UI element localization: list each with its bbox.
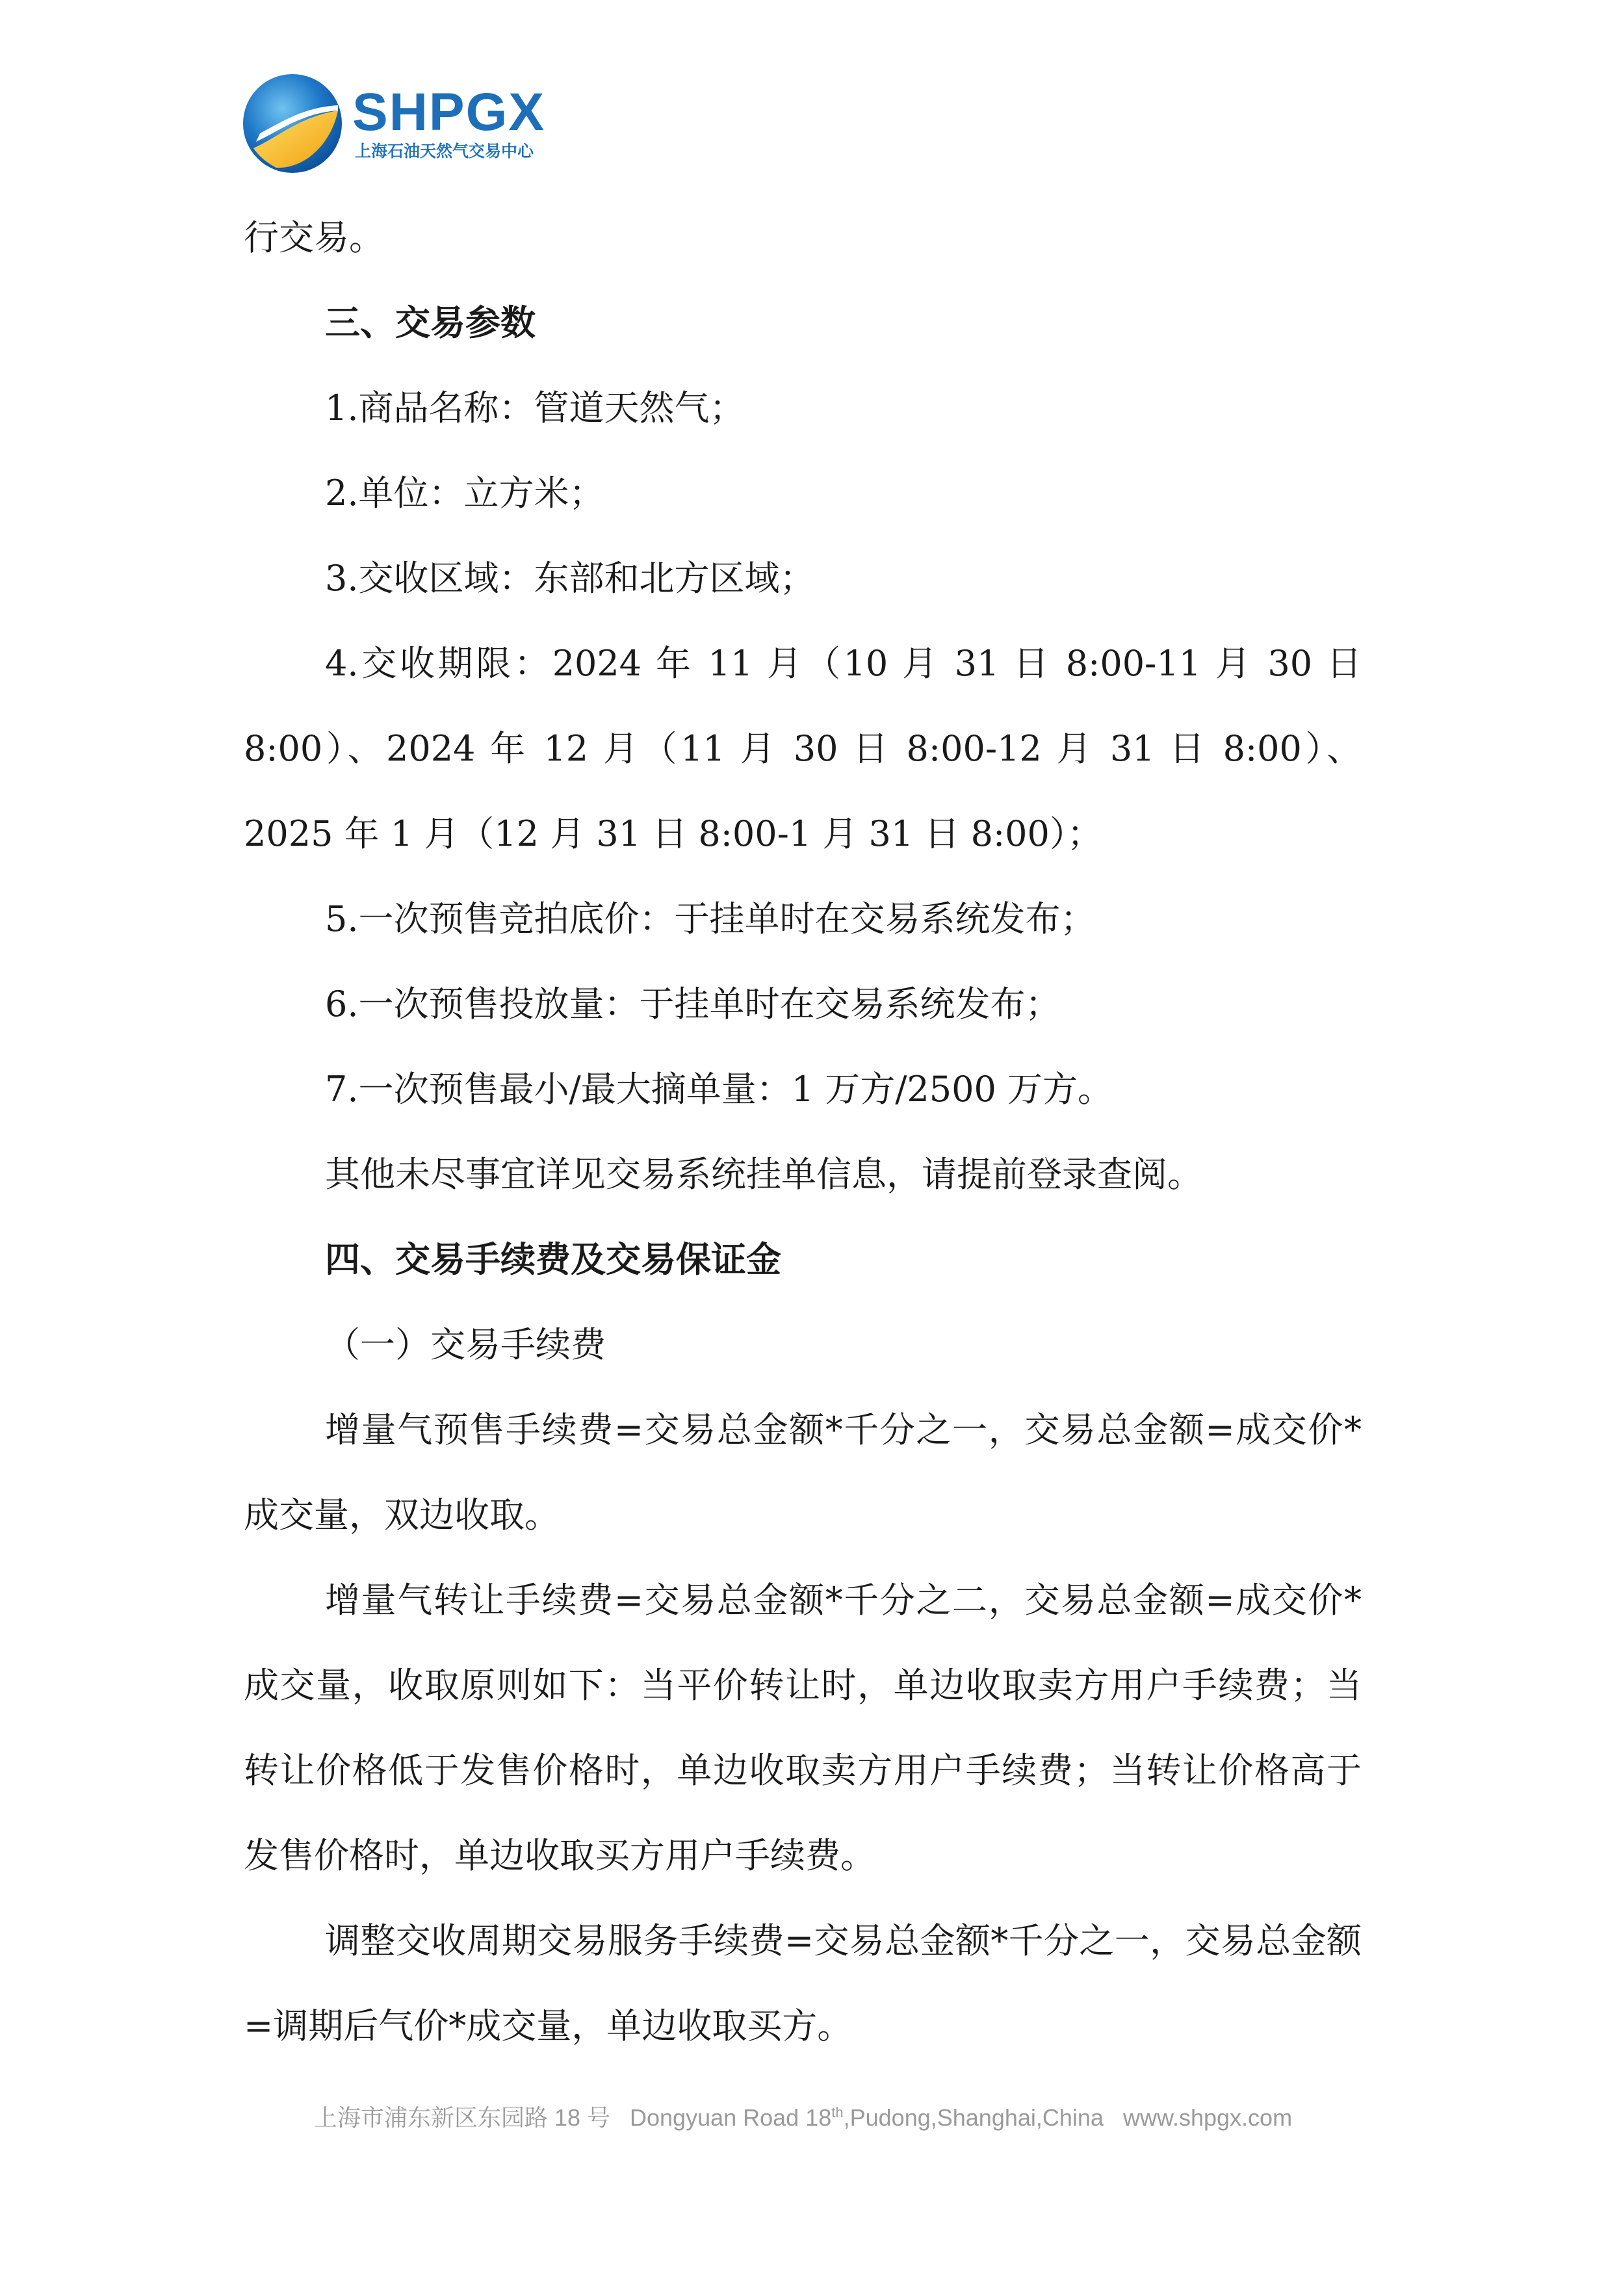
brand-name: SHPGX bbox=[352, 83, 546, 142]
fee-paragraph: 增量气预售手续费=交易总金额*千分之一，交易总金额=成交价*成交量，双边收取。 bbox=[244, 1409, 1362, 1535]
param-item: 3.交收区域：东部和北方区域； bbox=[325, 558, 815, 599]
subsection-heading: （一）交易手续费 bbox=[325, 1324, 606, 1365]
shpgx-logo-icon bbox=[240, 72, 344, 176]
param-item: 7.一次预售最小/最大摘单量：1 万方/2500 万方。 bbox=[325, 1069, 1113, 1110]
footer-address-en: Dongyuan Road 18th,Pudong,Shanghai,China bbox=[630, 2104, 1104, 2131]
section-heading-3: 三、交易参数 bbox=[325, 302, 536, 343]
param-item: 1.商品名称：管道天然气； bbox=[325, 387, 745, 428]
other-matters-note: 其他未尽事宜详见交易系统挂单信息，请提前登录查阅。 bbox=[325, 1154, 1202, 1195]
footer-website: www.shpgx.com bbox=[1122, 2104, 1293, 2131]
param-item-delivery-period: 4.交收期限：2024 年 11 月（10 月 31 日 8:00-11 月 30 日 8:00）、2024 年 12 月（11 月 30 日 8:00-12 月 31 日 8:00）、2025 年 1 月（12 月 31 日 8:00-1 月 31 日 8:00）； bbox=[244, 643, 1362, 854]
param-item: 6.一次预售投放量：于挂单时在交易系统发布； bbox=[325, 984, 1061, 1024]
fee-paragraph: 调整交收周期交易服务手续费=交易总金额*千分之一，交易总金额=调期后气价*成交量，单边收取买方。 bbox=[244, 1920, 1362, 2046]
param-item: 2.单位：立方米； bbox=[325, 473, 604, 514]
param-item: 5.一次预售竞拍底价：于挂单时在交易系统发布； bbox=[325, 898, 1096, 939]
brand-subtitle: 上海石油天然气交易中心 bbox=[355, 142, 534, 161]
shpgx-logo bbox=[240, 72, 552, 176]
section-heading-4: 四、交易手续费及交易保证金 bbox=[325, 1239, 781, 1280]
fee-paragraph: 增量气转让手续费=交易总金额*千分之二，交易总金额=成交价*成交量，收取原则如下：当平价转让时，单边收取卖方用户手续费；当转让价格低于发售价格时，单边收取卖方用户手续费；当转让价格高于发售价格时，单边收取买方用户手续费。 bbox=[244, 1580, 1362, 1876]
footer-address-cn: 上海市浦东新区东园路 18 号 bbox=[313, 2104, 610, 2131]
page-footer bbox=[0, 2100, 1606, 2133]
continuation-text: 行交易。 bbox=[244, 217, 384, 258]
document-body bbox=[244, 195, 1362, 2068]
